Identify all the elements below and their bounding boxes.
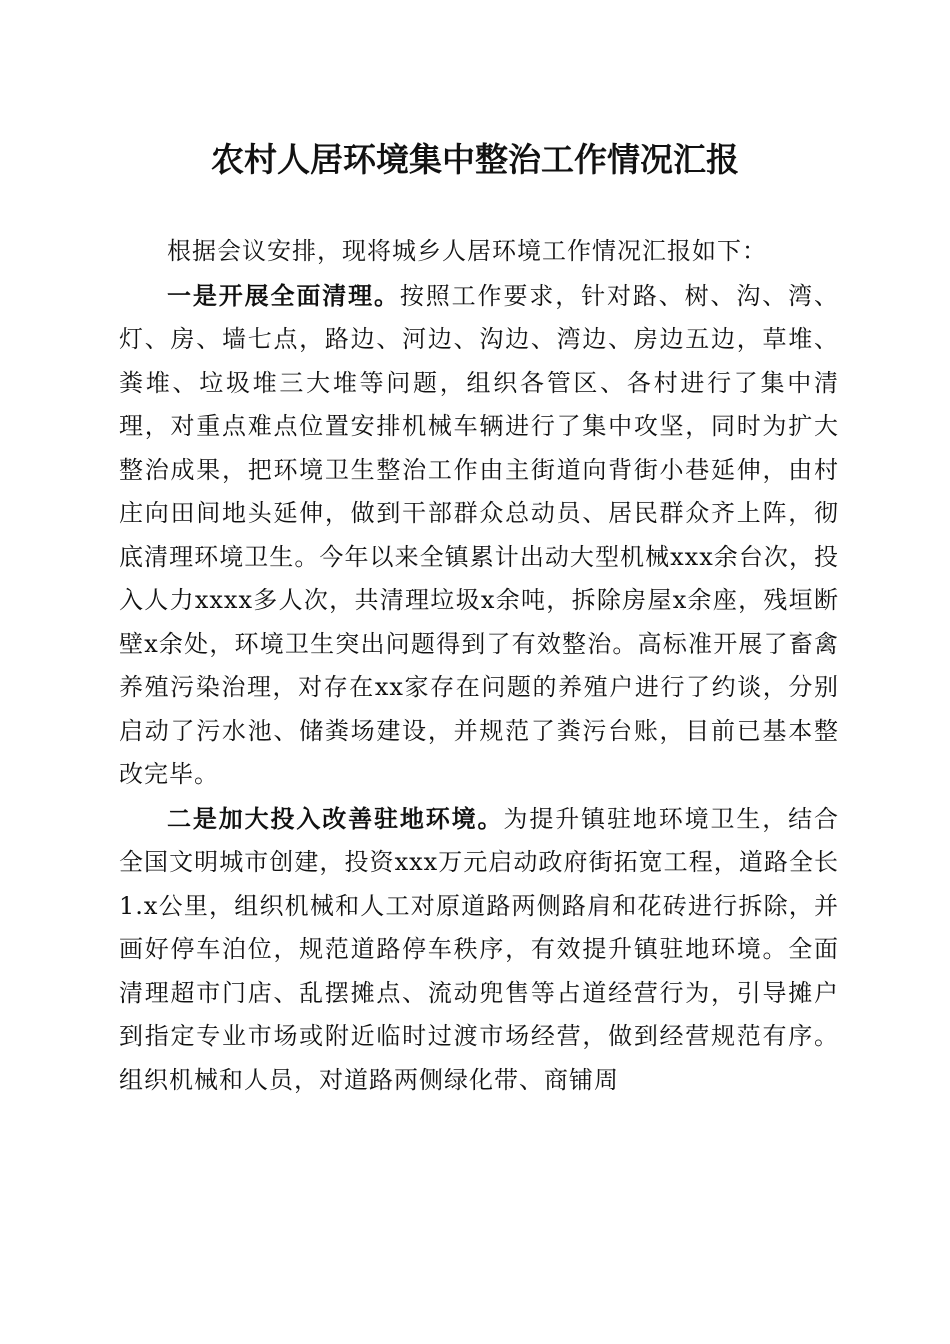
paragraph-lead: 一是开展全面清理。 [167,280,400,310]
paragraph-text: 按照工作要求，针对路、树、沟、湾、灯、房、墙七点，路边、河边、沟边、湾边、房边五边，草堆、粪堆、垃圾堆三大堆等问题，组织各管区、各村进行了集中清理，对重点难点位置安排机械车辆进行了集中攻坚，同时为扩大整治成果，把环境卫生整治工作由主街道向背街小巷延伸，由村庄向田间地头延伸，做到干部群众总动员、居民群众齐上阵，彻底清理环境卫生。今年以来全镇累计出动大型机械xxx余台次，投入人力xxxx多人次，共清理垃圾x余吨，拆除房屋x余座，残垣断壁x余处，环境卫生突出问题得到了有效整治。高标准开展了畜禽养殖污染治理，对存在xx家存在问题的养殖户进行了约谈，分别启动了污水池、储粪场建设，并规范了粪污台账，目前已基本整改完毕。 [119,281,840,788]
paragraph-intro [119,230,839,274]
paragraph-cleanup [119,274,839,797]
paragraph-text: 根据会议安排，现将城乡人居环境工作情况汇报如下： [167,237,767,265]
document-body [119,230,839,1102]
paragraph-lead: 二是加大投入改善驻地环境。 [167,803,504,833]
paragraph-investment [119,797,839,1103]
document-title: 农村人居环境集中整治工作情况汇报 [211,140,739,179]
paragraph-text: 为提升镇驻地环境卫生，结合全国文明城市创建，投资xxx万元启动政府街拓宽工程，道路全长1.x公里，组织机械和人工对原道路两侧路肩和花砖进行拆除，并画好停车泊位，规范道路停车秩序，有效提升镇驻地环境。全面清理超市门店、乱摆摊点、流动兜售等占道经营行为，引导摊户到指定专业市场或附近临时过渡市场经营，做到经营规范有序。组织机械和人员，对道路两侧绿化带、商铺周 [119,804,840,1094]
